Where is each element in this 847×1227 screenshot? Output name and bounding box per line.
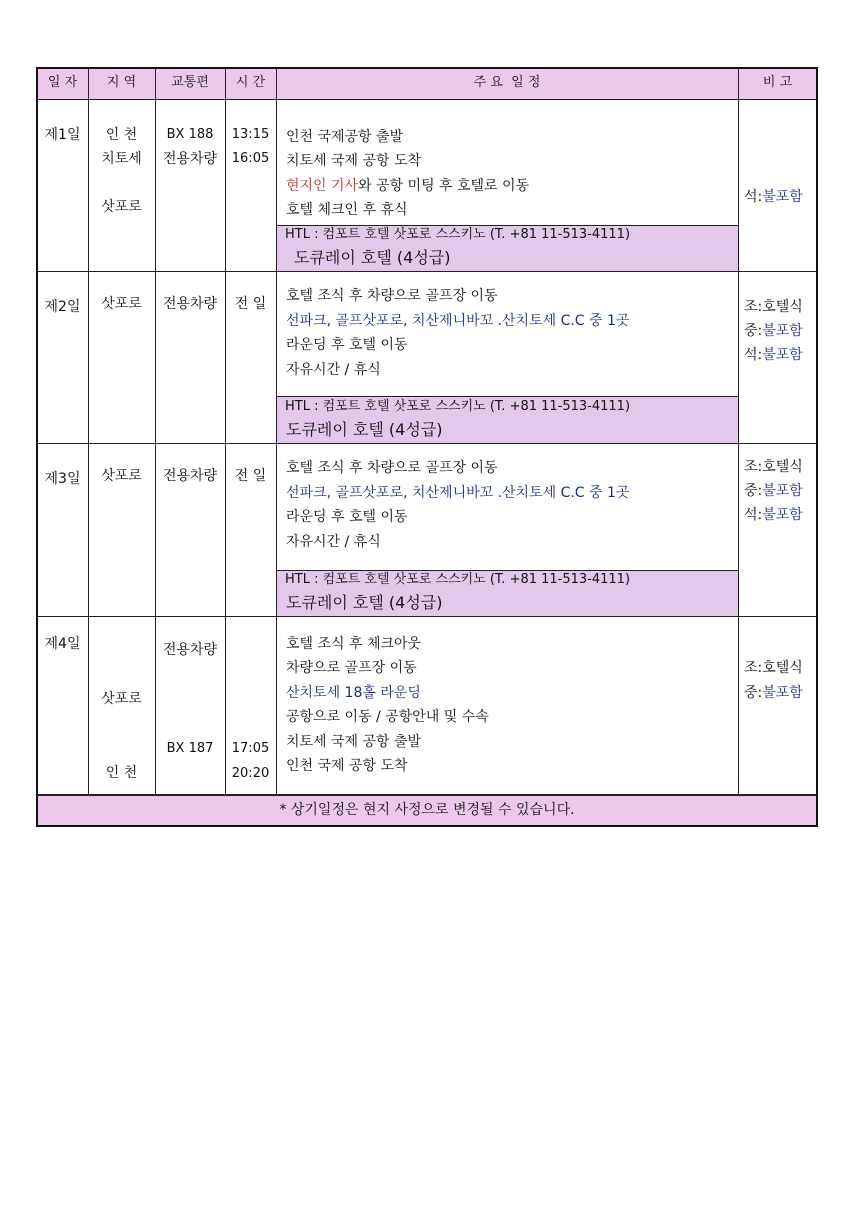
meal-note: [744, 659, 803, 677]
meal-note: [744, 684, 803, 702]
meal-note: [744, 458, 803, 476]
header-schedule: 주 요 일 정: [473, 75, 541, 90]
meal-label: 중:: [744, 323, 763, 339]
divider: [37, 99, 817, 100]
schedule-line: 선파크, 골프삿포로, 치산제니바꼬 .산치토세 C.C 중 1곳: [286, 313, 630, 329]
meal-value: 불포함: [762, 347, 803, 363]
schedule-line: 자유시간 / 휴식: [286, 534, 381, 550]
meal-value: 호텔식: [762, 459, 803, 475]
schedule-line: 라운딩 후 호텔 이동: [286, 337, 408, 353]
hotel-name: HTL : 컴포트 호텔 삿포로 스스키노 (T. +81 11-513-4111): [285, 399, 631, 414]
meal-value: 불포함: [762, 323, 803, 339]
divider: [225, 68, 226, 795]
transport: 전용차량: [162, 642, 218, 658]
region: 삿포로: [101, 199, 142, 215]
time: 전 일: [234, 468, 267, 484]
schedule-line: [286, 177, 529, 195]
schedule-line: 호텔 조식 후 체크아웃: [286, 636, 422, 652]
schedule-text: 와 공항 미팅 후 호텔로 이동: [358, 178, 530, 194]
day-label: 제1일: [44, 127, 81, 143]
hotel-name: 도큐레이 호텔 (4성급): [286, 593, 443, 612]
meal-note: [744, 506, 803, 524]
divider: [88, 68, 89, 795]
meal-value: 불포함: [762, 483, 803, 499]
day-label: 제3일: [44, 471, 81, 487]
region: 삿포로: [101, 468, 142, 484]
time: 16:05: [231, 151, 270, 166]
time: 전 일: [234, 296, 267, 312]
schedule-line: 선파크, 골프삿포로, 치산제니바꼬 .산치토세 C.C 중 1곳: [286, 485, 630, 501]
region: 삿포로: [101, 296, 142, 312]
meal-note: [744, 188, 803, 206]
meal-label: 중:: [744, 685, 763, 701]
hotel-name: 도큐레이 호텔 (4성급): [294, 248, 451, 267]
transport: 전용차량: [162, 296, 218, 312]
meal-value: 불포함: [762, 685, 803, 701]
schedule-line: 산치토세 18홀 라운딩: [286, 685, 421, 701]
time: 13:15: [231, 127, 270, 142]
meal-label: 조:: [744, 459, 763, 475]
header-time: 시 간: [235, 75, 266, 90]
meal-label: 중:: [744, 483, 763, 499]
day-label: 제2일: [44, 299, 81, 315]
schedule-line: 차량으로 골프장 이동: [286, 660, 417, 676]
region: 인 천: [105, 765, 138, 781]
time: 20:20: [231, 766, 270, 781]
meal-label: 석:: [744, 189, 763, 205]
schedule-line: 호텔 조식 후 차량으로 골프장 이동: [286, 460, 498, 476]
divider: [37, 443, 817, 444]
schedule-line: 인천 국제 공항 도착: [286, 758, 408, 774]
meal-label: 조:: [744, 299, 763, 315]
meal-value: 불포함: [762, 507, 803, 523]
meal-note: [744, 346, 803, 364]
hotel-name: HTL : 컴포트 호텔 삿포로 스스키노 (T. +81 11-513-4111): [285, 227, 631, 242]
meal-note: [744, 482, 803, 500]
meal-label: 석:: [744, 347, 763, 363]
highlight-text: 현지인 기사: [286, 178, 359, 194]
meal-label: 석:: [744, 507, 763, 523]
transport: 전용차량: [162, 151, 218, 167]
schedule-line: 치토세 국제 공항 도착: [286, 153, 422, 169]
time: 17:05: [231, 741, 270, 756]
meal-note: [744, 298, 803, 316]
divider: [37, 271, 817, 272]
region: 인 천: [105, 127, 138, 143]
divider: [276, 68, 277, 795]
header-region: 지 역: [106, 75, 137, 90]
meal-value: 호텔식: [762, 299, 803, 315]
hotel-name: 도큐레이 호텔 (4성급): [286, 420, 443, 439]
meal-value: 호텔식: [762, 660, 803, 676]
header-transport: 교통편: [171, 75, 209, 90]
meal-value: 불포함: [762, 189, 803, 205]
transport: BX 188: [166, 127, 214, 142]
schedule-line: 호텔 체크인 후 휴식: [286, 202, 408, 218]
divider: [37, 616, 817, 617]
header-note: 비 고: [762, 75, 793, 90]
transport: BX 187: [166, 741, 214, 756]
day-label: 제4일: [44, 636, 81, 652]
hotel-name: HTL : 컴포트 호텔 삿포로 스스키노 (T. +81 11-513-4111): [285, 572, 631, 587]
schedule-line: 라운딩 후 호텔 이동: [286, 509, 408, 525]
region: 치토세: [101, 151, 142, 167]
transport: 전용차량: [162, 468, 218, 484]
divider: [37, 794, 817, 796]
divider: [155, 68, 156, 795]
schedule-line: 호텔 조식 후 차량으로 골프장 이동: [286, 288, 498, 304]
region: 삿포로: [101, 691, 142, 707]
header-day: 일 자: [47, 75, 78, 90]
meal-note: [744, 322, 803, 340]
divider: [738, 68, 739, 795]
meal-label: 조:: [744, 660, 763, 676]
schedule-line: 공항으로 이동 / 공항안내 및 수속: [286, 709, 489, 725]
schedule-line: 자유시간 / 휴식: [286, 362, 381, 378]
schedule-line: 인천 국제공항 출발: [286, 129, 404, 145]
footer-note: * 상기일정은 현지 사정으로 변경될 수 있습니다.: [279, 802, 575, 818]
schedule-line: 치토세 국제 공항 출발: [286, 734, 422, 750]
